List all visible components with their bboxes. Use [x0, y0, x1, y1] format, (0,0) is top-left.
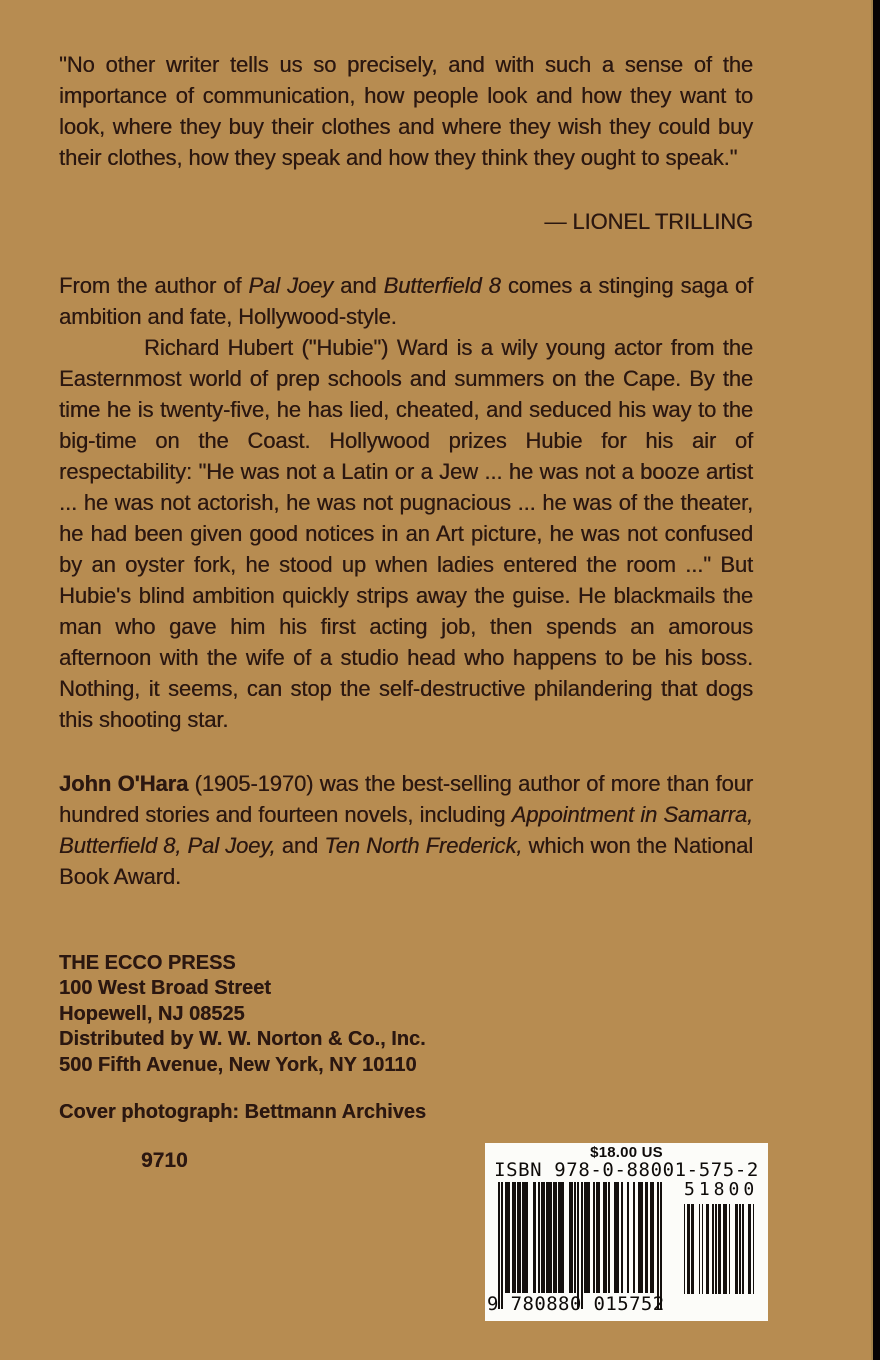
- barcode-bar: [577, 1182, 579, 1309]
- barcode-bar: [546, 1182, 551, 1293]
- ean5-addon-barcode: [682, 1204, 754, 1294]
- publisher-line: THE ECCO PRESS: [59, 952, 236, 974]
- barcode-bar: [645, 1182, 649, 1293]
- barcode-bar: [691, 1204, 694, 1294]
- barcode-bar: [596, 1182, 600, 1293]
- barcode-bar: [702, 1204, 704, 1294]
- barcode-bar: [517, 1182, 521, 1293]
- barcode-bar: [608, 1182, 610, 1293]
- barcode-bar: [660, 1182, 662, 1309]
- barcode-bar: [614, 1182, 619, 1293]
- quote-attribution: — LIONEL TRILLING: [544, 209, 753, 234]
- review-quote: "No other writer tells us so precisely, and with such a sense of the importance of communication, how people look and how they want to look, where they buy their clothes and where they wish they could buy their clothes, how they speak and how they think they ought to speak.": [59, 52, 753, 170]
- ean13-barcode: [498, 1182, 662, 1310]
- publisher-line: 500 Fifth Avenue, New York, NY 10110: [59, 1053, 417, 1076]
- barcode-bar: [748, 1204, 751, 1294]
- synopsis-paragraph-2: Richard Hubert ("Hubie") Ward is a wily young actor from the Easternmost world of prep schools and summers on the Cape. By the time he is twenty-five, he has lied, cheated, and seduced his way to the big-time on the Coast. Hollywood prizes Hubie for his air of respectability: "He was not a Latin or a Jew ... he was not a booze artist ... he was not actorish, he was not pugnacious ... he was of the theater, he had been given good notices in an Art picture, he was not confused by an oyster fork, he stood up when ladies entered the room ..." But Hubie's blind ambition quickly strips away the guise. He blackmails the man who gave him his first acting job, then spends an amorous afternoon with the wife of a studio head who happens to be his boss. Nothing, it seems, can stop the self-destructive philandering that dogs this shooting star.: [59, 335, 753, 732]
- cover-photo-credit: Cover photograph: Bettmann Archives: [59, 1101, 427, 1123]
- price-addon-code: 51800: [684, 1179, 759, 1200]
- barcode-bar: [735, 1204, 738, 1294]
- barcode-bar: [742, 1204, 744, 1294]
- barcode-bar: [553, 1182, 557, 1293]
- publisher-line: Hopewell, NJ 08525: [59, 1002, 245, 1025]
- barcode-bar: [627, 1182, 629, 1293]
- barcode-bar: [699, 1204, 701, 1294]
- barcode-bar: [633, 1182, 635, 1293]
- barcode-bar: [706, 1204, 709, 1294]
- author-bio: John O'Hara (1905-1970) was the best-selling author of more than four hundred stories and fourteen novels, including Appointment in Samarra, Butterfield 8, Pal Joey, and Ten North Frederick, which won the National Book Award.: [59, 771, 754, 889]
- barcode-bar: [505, 1182, 510, 1293]
- barcode-bar: [498, 1182, 500, 1309]
- barcode-panel: [485, 1143, 768, 1321]
- barcode-bar: [657, 1182, 659, 1309]
- barcode-bar: [593, 1182, 595, 1293]
- barcode-digits: 9 780880 015752: [487, 1293, 665, 1315]
- print-run-code: 9710: [141, 1149, 188, 1172]
- barcode-bar: [581, 1182, 583, 1309]
- barcode-bar: [584, 1182, 589, 1293]
- price-label: $18.00 US: [590, 1144, 663, 1161]
- barcode-bar: [684, 1204, 686, 1294]
- publisher-line: Distributed by W. W. Norton & Co., Inc.: [59, 1028, 426, 1051]
- publisher-line: 100 West Broad Street: [59, 977, 271, 1000]
- page-edge-shadow: [873, 0, 880, 1360]
- barcode-bar: [574, 1182, 576, 1293]
- synopsis: [59, 270, 753, 735]
- barcode-bar: [638, 1182, 643, 1293]
- synopsis-paragraph-1: From the author of Pal Joey and Butterfield 8 comes a stinging saga of ambition and fate, Hollywood-style.: [59, 273, 753, 329]
- barcode-bar: [723, 1204, 728, 1294]
- barcode-bar: [522, 1182, 527, 1293]
- barcode-bar: [712, 1204, 714, 1294]
- barcode-bar: [512, 1182, 516, 1293]
- barcode-bar: [621, 1182, 623, 1293]
- barcode-bar: [718, 1204, 721, 1294]
- barcode-bar: [603, 1182, 607, 1293]
- barcode-bar: [533, 1182, 537, 1293]
- isbn-label: ISBN 978-0-88001-575-2: [494, 1159, 759, 1181]
- barcode-bar: [538, 1182, 540, 1293]
- barcode-bar: [650, 1182, 654, 1293]
- barcode-bar: [541, 1182, 545, 1293]
- barcode-bar: [687, 1204, 690, 1294]
- barcode-bar: [715, 1204, 717, 1294]
- barcode-bar: [753, 1204, 755, 1294]
- barcode-bar: [501, 1182, 503, 1309]
- barcode-bar: [569, 1182, 573, 1293]
- barcode-bar: [729, 1204, 731, 1294]
- barcode-bar: [558, 1182, 563, 1293]
- publisher-block: [59, 951, 753, 1078]
- barcode-bar: [739, 1204, 741, 1294]
